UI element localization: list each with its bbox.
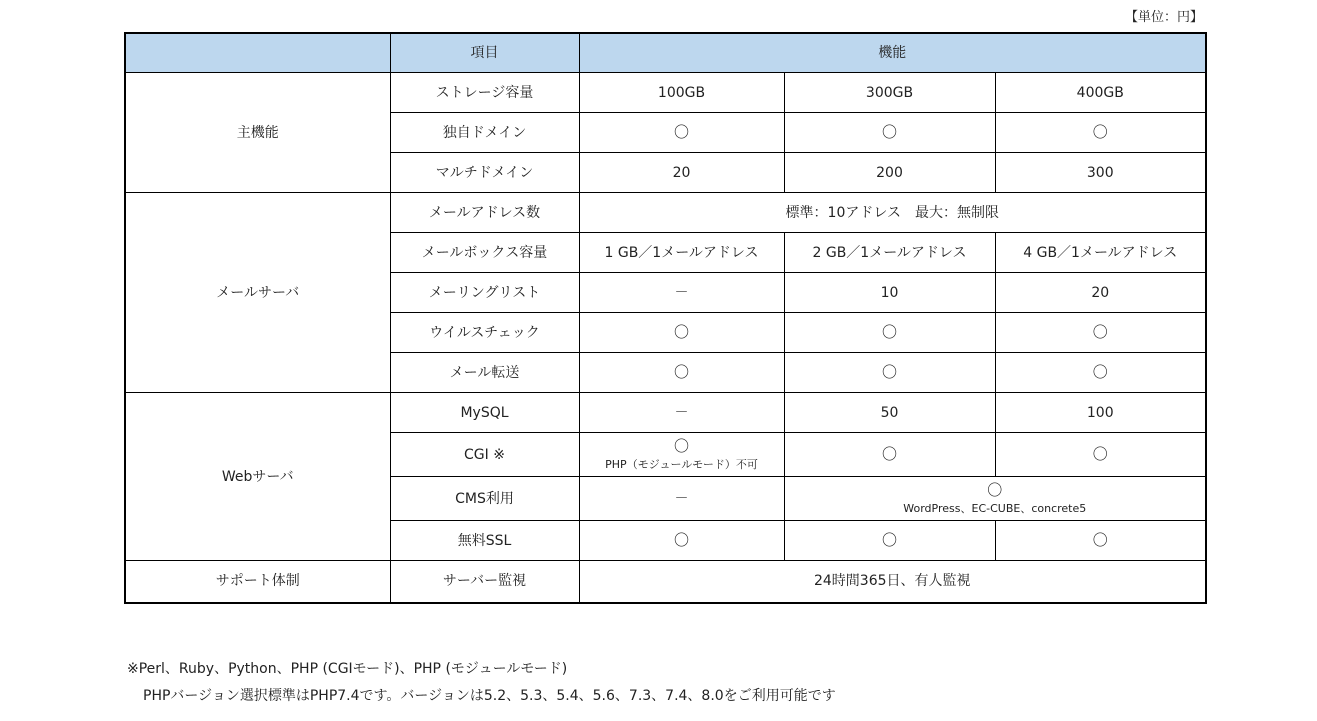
table-cell: 300GB bbox=[784, 73, 995, 113]
table-cell: 20 bbox=[579, 153, 784, 193]
circle-mark: 〇 bbox=[1092, 323, 1108, 341]
table-row bbox=[125, 73, 1206, 113]
cgi-note: PHP（モジュールモード）不可 bbox=[605, 458, 758, 471]
circle-mark: 〇 bbox=[673, 363, 689, 381]
circle-mark: 〇 bbox=[1092, 363, 1108, 381]
table-row bbox=[125, 561, 1206, 603]
table-cell: 100GB bbox=[579, 73, 784, 113]
table-cell bbox=[784, 313, 995, 353]
circle-mark: 〇 bbox=[673, 531, 689, 549]
row-label: 無料SSL bbox=[390, 521, 579, 561]
table-cell: 1 GB／1メールアドレス bbox=[579, 233, 784, 273]
table-row bbox=[125, 193, 1206, 233]
table-cell bbox=[784, 113, 995, 153]
row-label: CMS利用 bbox=[390, 477, 579, 521]
table-cell bbox=[784, 353, 995, 393]
footnotes bbox=[127, 656, 836, 710]
table-cell: 2 GB／1メールアドレス bbox=[784, 233, 995, 273]
circle-mark: 〇 bbox=[1092, 531, 1108, 549]
circle-mark: 〇 bbox=[673, 323, 689, 341]
row-label: 独自ドメイン bbox=[390, 113, 579, 153]
spec-table bbox=[124, 32, 1207, 604]
table-cell: － bbox=[579, 477, 784, 521]
table-cell: 300 bbox=[995, 153, 1206, 193]
table-cell bbox=[579, 313, 784, 353]
table-cell bbox=[784, 433, 995, 477]
group-main-label: 主機能 bbox=[125, 73, 390, 193]
group-web-label: Webサーバ bbox=[125, 393, 390, 561]
row-label: MySQL bbox=[390, 393, 579, 433]
circle-mark: 〇 bbox=[673, 123, 689, 141]
table-cell bbox=[579, 113, 784, 153]
row-label: メールボックス容量 bbox=[390, 233, 579, 273]
unit-label: 【単位：円】 bbox=[1124, 10, 1203, 25]
table-cell bbox=[995, 353, 1206, 393]
circle-mark: 〇 bbox=[881, 531, 897, 549]
table-cell bbox=[579, 521, 784, 561]
group-support-label: サポート体制 bbox=[125, 561, 390, 603]
row-label: CGI ※ bbox=[390, 433, 579, 477]
footnote-line-1: ※Perl、Ruby、Python、PHP (CGIモード)、PHP (モジュールモード) bbox=[127, 661, 568, 677]
header-function: 機能 bbox=[579, 33, 1206, 73]
table-cell: 50 bbox=[784, 393, 995, 433]
header-item: 項目 bbox=[390, 33, 579, 73]
table-cell: 400GB bbox=[995, 73, 1206, 113]
row-label: メーリングリスト bbox=[390, 273, 579, 313]
table-cell bbox=[579, 433, 784, 477]
circle-mark: 〇 bbox=[1092, 123, 1108, 141]
table-cell: 4 GB／1メールアドレス bbox=[995, 233, 1206, 273]
circle-mark: 〇 bbox=[1092, 445, 1108, 463]
row-label: サーバー監視 bbox=[390, 561, 579, 603]
table-cell: 200 bbox=[784, 153, 995, 193]
table-cell bbox=[784, 477, 1206, 521]
table-cell bbox=[784, 521, 995, 561]
circle-mark: 〇 bbox=[673, 437, 689, 455]
table-cell: 20 bbox=[995, 273, 1206, 313]
footnote-line-2: PHPバージョン選択標準はPHP7.4です。バージョンは5.2、5.3、5.4、5.6、7.3、7.4、8.0をご利用可能です bbox=[143, 688, 836, 704]
cms-note: WordPress、EC-CUBE、concrete5 bbox=[903, 502, 1087, 515]
row-label: メールアドレス数 bbox=[390, 193, 579, 233]
table-cell: 24時間365日、有人監視 bbox=[579, 561, 1206, 603]
table-cell: 標準：10アドレス 最大：無制限 bbox=[579, 193, 1206, 233]
circle-mark: 〇 bbox=[881, 123, 897, 141]
row-label: メール転送 bbox=[390, 353, 579, 393]
group-mail-label: メールサーバ bbox=[125, 193, 390, 393]
row-label: マルチドメイン bbox=[390, 153, 579, 193]
table-cell bbox=[995, 113, 1206, 153]
table-header-row bbox=[125, 33, 1206, 73]
table-cell bbox=[579, 353, 784, 393]
table-row bbox=[125, 393, 1206, 433]
table-cell bbox=[995, 521, 1206, 561]
row-label: ウイルスチェック bbox=[390, 313, 579, 353]
header-blank bbox=[125, 33, 390, 73]
row-label: ストレージ容量 bbox=[390, 73, 579, 113]
table-cell: 10 bbox=[784, 273, 995, 313]
circle-mark: 〇 bbox=[881, 323, 897, 341]
table-cell: 100 bbox=[995, 393, 1206, 433]
table-cell: － bbox=[579, 273, 784, 313]
table-cell: － bbox=[579, 393, 784, 433]
table-cell bbox=[995, 313, 1206, 353]
circle-mark: 〇 bbox=[987, 481, 1003, 499]
circle-mark: 〇 bbox=[881, 363, 897, 381]
circle-mark: 〇 bbox=[881, 445, 897, 463]
table-cell bbox=[995, 433, 1206, 477]
